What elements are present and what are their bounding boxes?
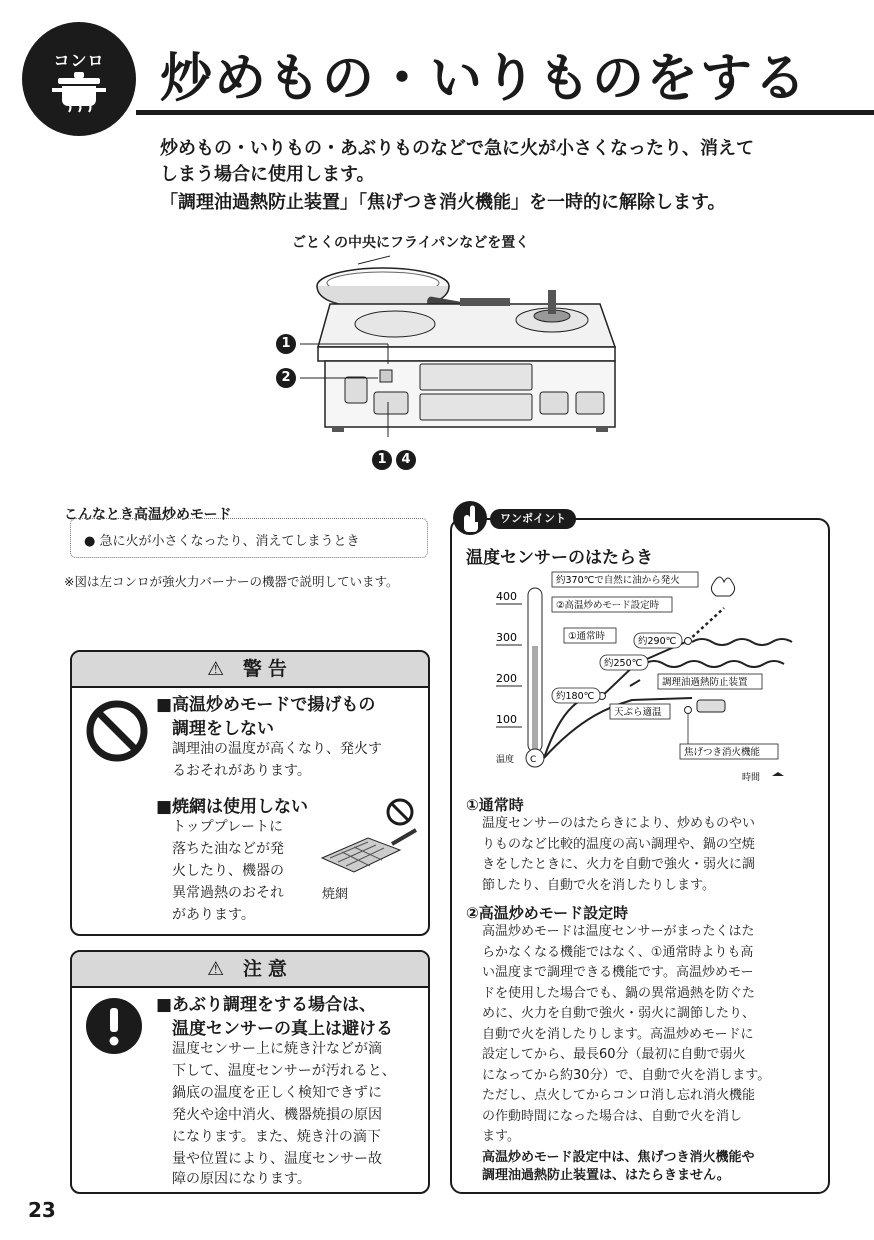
warning-item2-text-5: があります。 — [172, 907, 255, 923]
section2-text-2: らかなくなる機能ではなく、①通常時よりも高 — [482, 944, 754, 960]
page-title: 炒めもの・いりものをする — [160, 49, 809, 109]
pointing-hand-icon — [452, 498, 488, 538]
warning-item2-text-4: 異常過熱のおそれ — [172, 885, 284, 901]
caution-panel — [70, 950, 430, 1194]
tempura-icon — [630, 680, 640, 686]
title-rule — [136, 110, 874, 115]
callout-1b: 1 — [372, 450, 392, 470]
warning-item2-text-3: 火したり、機器の — [172, 863, 284, 879]
warning-item1-text-1: 調理油の温度が高くなり、発火す — [172, 741, 382, 757]
intro-line-3: 「調理油過熱防止装置」「焦げつき消火機能」を一時的に解除します。 — [160, 192, 726, 213]
warning-item2-text-1: トッププレートに — [172, 819, 284, 835]
x-axis-label: 時間 — [742, 773, 761, 783]
warning-panel — [70, 650, 430, 936]
badge-label: コンロ — [53, 51, 105, 70]
tick-200: 200 — [496, 672, 517, 685]
label-tempura: 天ぷら適温 — [614, 707, 662, 718]
section2-text-6: 自動で火を消したりします。高温炒めモードに — [482, 1026, 754, 1042]
warning-head — [72, 652, 428, 688]
section2-text-9: ただし、点火してからコンロ消し忘れ消火機能 — [482, 1088, 756, 1103]
prohibition-icon — [84, 698, 150, 764]
label-t290: 約290℃ — [638, 636, 677, 647]
exclamation-icon — [84, 996, 144, 1056]
section2-text-3: い温度まで調理できる機能です。高温炒めモー — [482, 965, 754, 980]
section2-text-1: 高温炒めモードは温度センサーがまったくはた — [482, 924, 755, 939]
label-t180: 約180℃ — [556, 691, 595, 702]
grill-net-label: 焼網 — [322, 887, 349, 902]
pot-icon — [22, 22, 136, 136]
warning-item1-title-1: ■高温炒めモードで揚げもの — [156, 695, 376, 715]
when-item: ● 急に火が小さくなったり、消えてしまうとき — [84, 534, 360, 549]
warning-triangle-icon: ⚠ — [207, 658, 231, 680]
section2-bold-1: 高温炒めモード設定中は、焦げつき消火機能や — [482, 1149, 755, 1165]
time-arrow-icon — [772, 772, 784, 776]
page-number: 23 — [28, 1198, 56, 1222]
onepoint-label: ワンポイント — [490, 509, 576, 529]
callout-4: 4 — [396, 450, 416, 470]
warning-item1-title-2: 調理をしない — [172, 719, 274, 739]
section2-text-11: ます。 — [482, 1129, 520, 1144]
caution-text-7: 障の原因になります。 — [172, 1171, 311, 1187]
caution-head-label: 注意 — [242, 958, 293, 980]
caution-title-1: ■あぶり調理をする場合は、 — [156, 995, 377, 1015]
tick-300: 300 — [496, 631, 517, 644]
section2-text-8: になってから約30分）で、自動で火を消します。 — [482, 1067, 771, 1083]
y-axis-label: 温度 — [496, 755, 515, 765]
warning-item2-title: ■焼網は使用しない — [156, 797, 309, 817]
section1-text-2: りものなど比較的温度の高い調理や、鍋の空焼 — [482, 836, 755, 852]
caution-title-2: 温度センサーの真上は避ける — [172, 1019, 393, 1039]
grill-net-illustration — [312, 792, 422, 882]
caution-head — [72, 952, 428, 988]
tick-100: 100 — [496, 713, 517, 726]
section2-text-7: 設定してから、最長60分（最初に自動で弱火 — [482, 1047, 746, 1062]
label-scorch: 焦げつき消火機能 — [684, 747, 761, 758]
label-mode: ②高温炒めモード設定時 — [556, 600, 660, 611]
label-t250: 約250℃ — [604, 658, 643, 669]
warning-head-label: 警告 — [242, 658, 293, 680]
fire-icon — [711, 577, 734, 596]
onepoint-title: 温度センサーのはたらき — [466, 548, 653, 568]
section1-text-3: きをしたときに、火力を自動で強火・弱火に調 — [482, 857, 756, 872]
temperature-diagram — [492, 566, 822, 786]
tick-400: 400 — [496, 590, 517, 603]
section1-title: ①通常時 — [466, 796, 524, 814]
warning-item1-text-2: るおそれがあります。 — [172, 763, 311, 779]
section1-text-4: 節したり、自動で火を消したりします。 — [482, 877, 715, 893]
intro-line-2: しまう場合に使用します。 — [160, 164, 375, 185]
section2-text-4: ドを使用した場合でも、鍋の異常過熱を防ぐた — [482, 985, 756, 1001]
caution-text-2: 下して、温度センサーが汚れると、 — [172, 1063, 396, 1079]
caution-text-4: 発火や途中消火、機器焼損の原因 — [172, 1107, 382, 1123]
figure-caption: ごとくの中央にフライパンなどを置く — [292, 235, 530, 251]
caution-triangle-icon: ⚠ — [207, 958, 231, 980]
caution-text-6: 量や位置により、温度センサー故 — [172, 1151, 382, 1167]
section2-title: ②高温炒めモード設定時 — [466, 904, 629, 922]
section-badge — [22, 22, 136, 136]
caution-text-1: 温度センサー上に焼き汁などが滴 — [172, 1041, 382, 1057]
svg-text:C: C — [530, 755, 537, 765]
label-overheat: 調理油過熱防止装置 — [662, 677, 748, 688]
section2-text-5: めに、火力を自動で強火・弱火に調節したり、 — [482, 1006, 756, 1021]
label-ignite: 約370℃で自然に油から発火 — [556, 575, 680, 586]
intro-line-1: 炒めもの・いりもの・あぶりものなどで急に火が小さくなったり、消えて — [160, 138, 754, 159]
callout-1: 1 — [276, 334, 296, 354]
callout-2: 2 — [276, 368, 296, 388]
label-normal: ①通常時 — [568, 631, 606, 642]
section2-bold-2: 調理油過熱防止装置は、はたらきません。 — [482, 1168, 730, 1183]
pot-small-icon — [697, 700, 725, 712]
when-title: こんなとき高温炒めモード — [64, 507, 232, 523]
figure-note: ※図は左コンロが強火力バーナーの機器で説明しています。 — [64, 574, 399, 589]
stove-illustration — [270, 252, 640, 472]
caution-text-3: 鍋底の温度を正しく検知できずに — [172, 1085, 382, 1101]
caution-text-5: になります。また、焼き汁の滴下 — [172, 1129, 381, 1145]
section1-text-1: 温度センサーのはたらきにより、炒めものやい — [482, 816, 756, 831]
section2-text-10: の作動時間になった場合は、自動で火を消し — [482, 1108, 743, 1124]
warning-item2-text-2: 落ちた油などが発 — [172, 841, 284, 857]
